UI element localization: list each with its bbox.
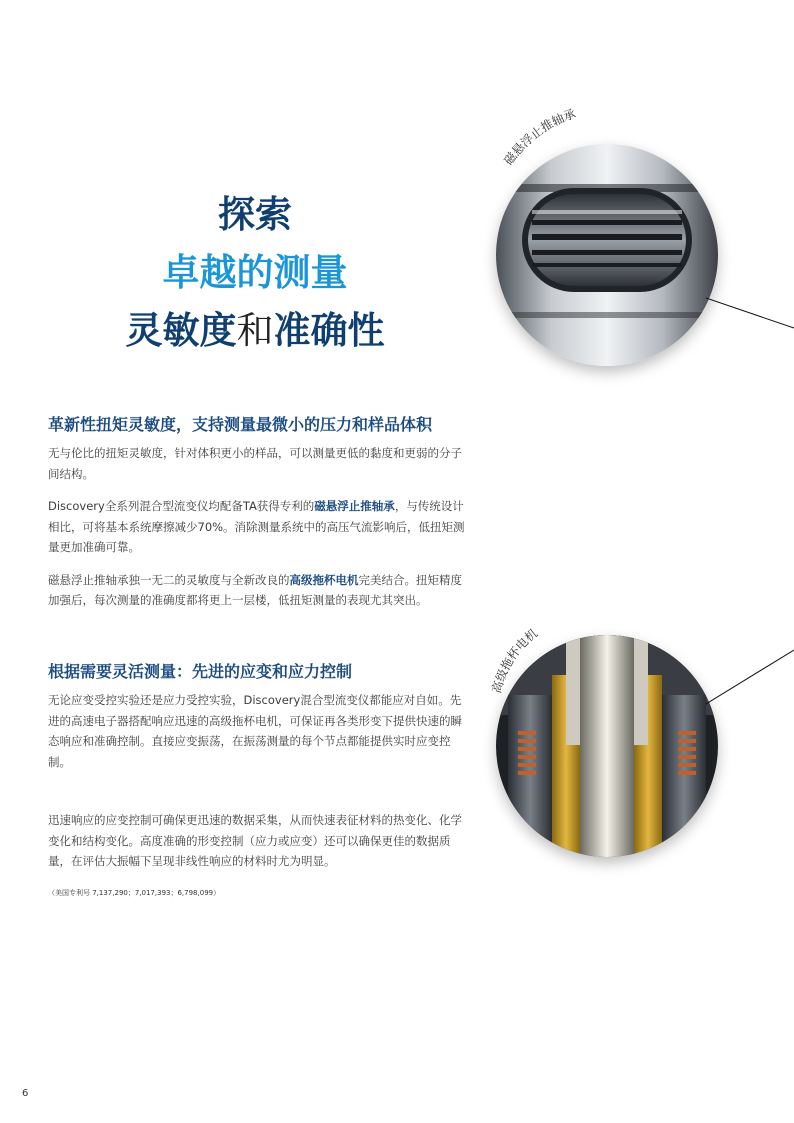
section-control-paragraph-1: 无论应变受控实验还是应力受控实验，Discovery混合型流变仪都能应对自如。先进的高速电子器搭配响应迅速的高级拖杯电机，可保证再各类形变下提供快速的瞬态响应和准确控制。直接应变振荡，在振荡测量的每个节点都能提供实时应变控制。 (48, 693, 462, 769)
hero-word-accuracy: 准确性 (273, 309, 385, 352)
paragraph-text: ，与传统设计相比，可将基本系统摩擦减少70%。消除测量系统中的高压气流影响后，低扭矩测量更加准确可靠。 (48, 499, 465, 554)
section-torque-paragraph-1: 无与伦比的扭矩灵敏度，针对体积更小的样品，可以测量更低的黏度和更弱的分子间结构。 (48, 446, 462, 481)
hero-line-1: 探索 (218, 193, 292, 236)
highlight-motor: 高级拖杯电机 (289, 572, 359, 587)
highlight-bearing: 磁悬浮止推轴承 (314, 499, 395, 513)
hero-line-3 (80, 302, 430, 360)
section-control-paragraph-2: 迅速响应的应变控制可确保更迅速的数据采集，从而快速表征材料的热变化、化学变化和结构变化。高度准确的形变控制（应力或应变）还可以确保更佳的数据质量，在评估大振幅下呈现非线性响应的材料时尤为明显。 (48, 813, 462, 868)
hero-line-2: 卓越的测量 (162, 251, 348, 294)
section-control (48, 659, 468, 898)
section-torque (48, 412, 468, 611)
bearing-leader-line (706, 296, 794, 330)
paragraph-text: 磁悬浮止推轴承独一无二的灵敏度与全新改良的 (48, 572, 290, 587)
section-torque-heading: 革新性扭矩灵敏度，支持测量最微小的压力和样品体积 (48, 415, 433, 434)
hero-word-and: 和 (236, 309, 274, 352)
motor-label-arc (478, 606, 598, 706)
hero-title (80, 186, 430, 360)
bearing-image (496, 144, 718, 366)
patent-note: （美国专利号 7,137,290；7,017,393；6,798,099） (48, 888, 221, 897)
paragraph-text: 完美结合。扭矩精度加强后，每次测量的准确度都将更上一层楼，低扭矩测量的表现尤其突出。 (48, 572, 462, 607)
bearing-label-arc (480, 96, 640, 176)
hero-word-sensitivity: 灵敏度 (125, 309, 237, 352)
motor-label: 高级拖杯电机 (489, 626, 541, 695)
motor-leader-line (706, 648, 794, 706)
paragraph-text: Discovery全系列混合型流变仪均配备TA获得专利的 (48, 499, 315, 513)
page-number: 6 (22, 1088, 29, 1099)
section-torque-paragraph-2 (48, 496, 468, 558)
bearing-label: 磁悬浮止推轴承 (501, 106, 578, 168)
section-torque-paragraph-3 (48, 570, 468, 611)
bearing-illustration (496, 144, 718, 366)
section-control-heading: 根据需要灵活测量：先进的应变和应力控制 (48, 662, 353, 681)
